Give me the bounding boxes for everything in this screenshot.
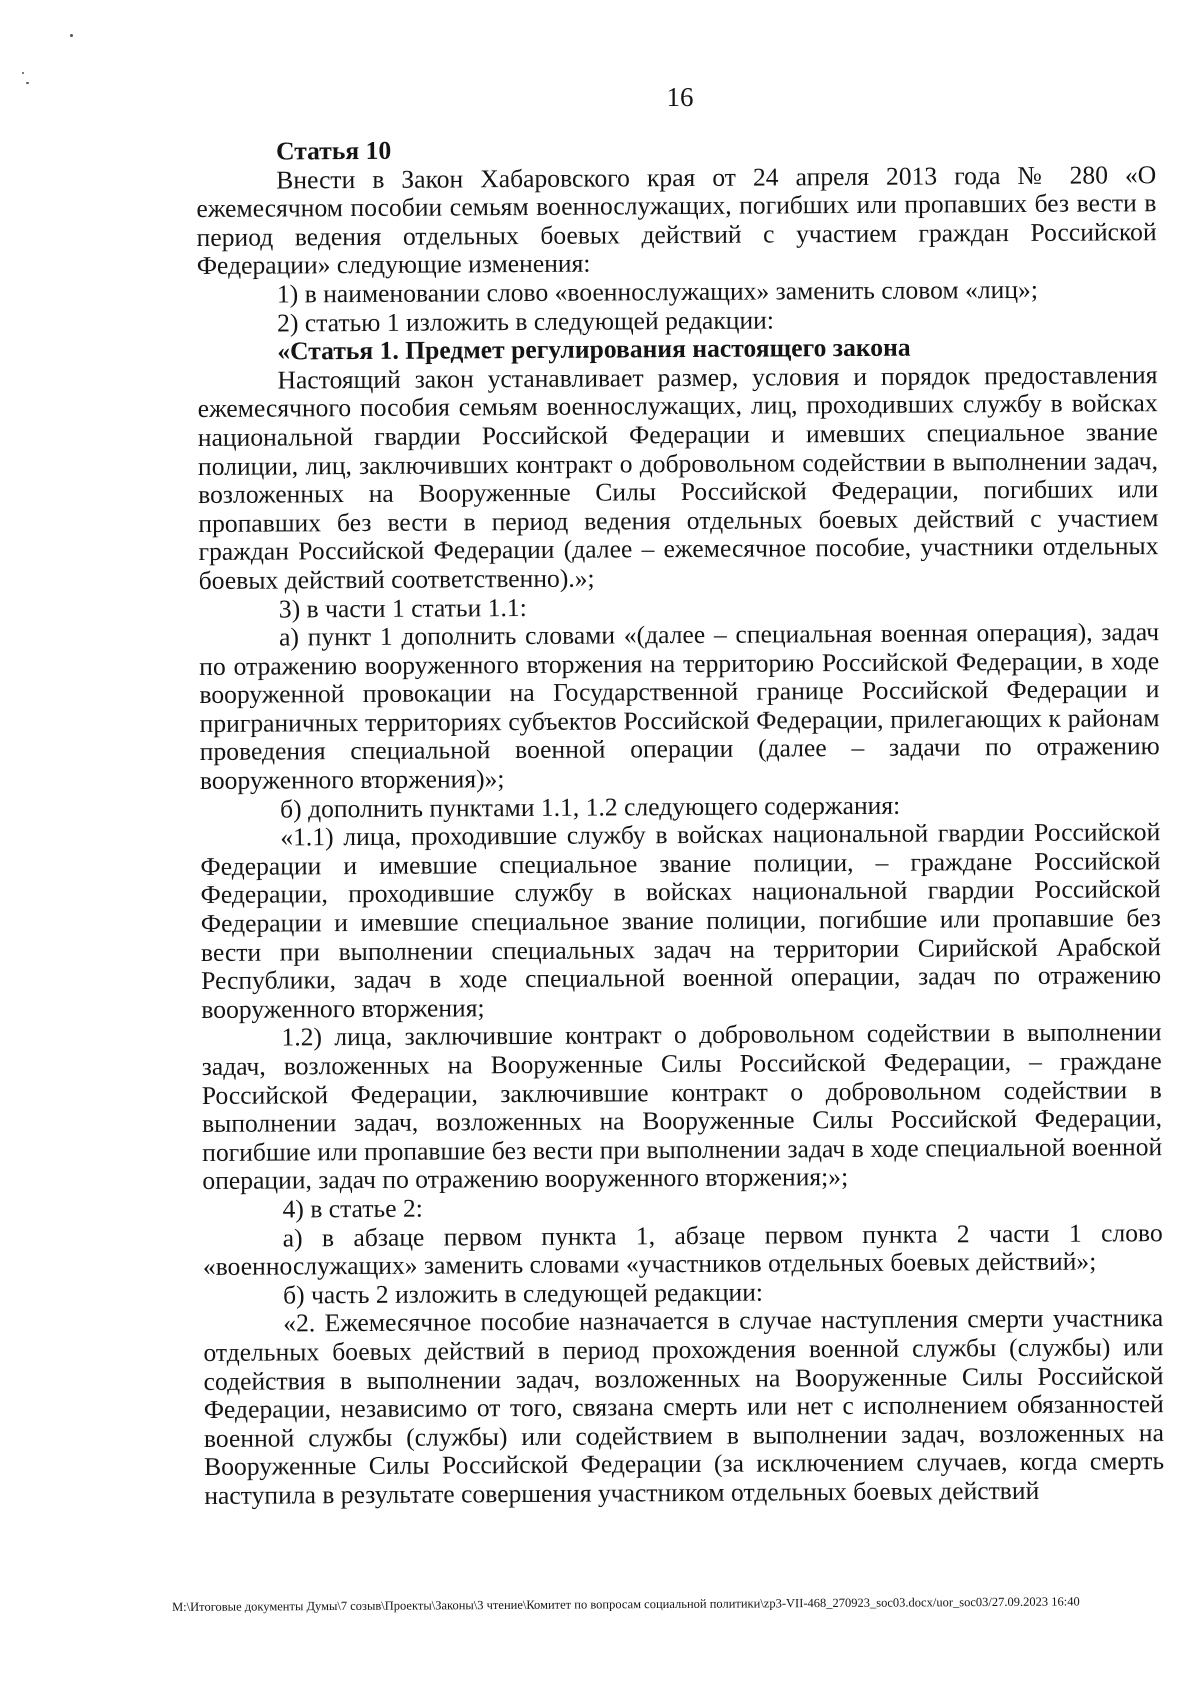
scan-speck bbox=[22, 72, 24, 74]
paragraph-point-1-2: 1.2) лица, заключившие контракт о добровольном содействии в выполнении задач, возложенных на Вооруженные Силы Российской Федерации, – граждане Российской Федерации, заключившие контракт о добровольном содействии в выполнении задач, возложенных на Вооруженные Силы Российской Федерации, погибшие или пропавшие без вести при выполнении задач в ходе специальной военной операции, задач по отражению вооруженного вторжения;»; bbox=[201, 1017, 1163, 1196]
article-title: Статья 10 bbox=[275, 135, 392, 166]
paragraph-item-4a: а) в абзаце первом пункта 1, абзаце первом пункта 2 части 1 слово «военнослужащих» заменить словами «участников отдельных боевых действий»; bbox=[202, 1217, 1163, 1282]
article-1-heading: «Статья 1. Предмет регулирования настоящего закона bbox=[277, 332, 911, 366]
paragraph-part-2: «2. Ежемесячное пособие назначается в случае наступления смерти участника отдельных боевых действий в период прохождения военной службы (службы) или содействия в выполнении задач, возложенных на Вооруженные Силы Российской Федерации, независимо от того, связана смерть или нет с исполнением обязанностей военной службы (службы) или содействием в выполнении задач, возложенных на Вооруженные Силы Российской Федерации (за исключением случаев, когда смерть наступила в результате совершения участником отдельных боевых действий bbox=[203, 1303, 1165, 1510]
paragraph-item-3: 3) в части 1 статьи 1.1: bbox=[278, 592, 527, 624]
paragraph-item-4: 4) в статье 2: bbox=[282, 1193, 423, 1224]
paragraph-item-1: 1) в наименовании слово «военнослужащих» заменить словом «лиц»; bbox=[276, 274, 1038, 309]
paragraph-item-2: 2) статью 1 изложить в следующей редакции: bbox=[277, 305, 775, 338]
page-number: 16 bbox=[666, 82, 694, 112]
paragraph-item-4b: б) часть 2 изложить в следующей редакции: bbox=[282, 1277, 764, 1310]
paragraph-point-1-1: «1.1) лица, проходившие службу в войсках национальной гвардии Российской Федерации и имевшие специальное звание полиции, – граждане Российской Федерации, проходившие службу в войсках национальной гвардии Российской Федерации и имевшие специальное звание полиции, погибшие или пропавшие без вести при выполнении специальных задач на территории Сирийской Арабской Республики, задач в ходе специальной военной операции, задач по отражению вооруженного вторжения; bbox=[200, 817, 1162, 1024]
file-path-footer: M:\Итоговые документы Думы\7 созыв\Проекты\Законы\3 чтение\Комитет по вопросам социальной политики\zp3-VII-468_270923_soc03.docx/uor_soc03/27.09.2023 16:40 bbox=[172, 1594, 1080, 1614]
paragraph-article-1-text: Настоящий закон устанавливает размер, условия и порядок предоставления ежемесячного пособия семьям военнослужащих, лиц, проходивших службу в войсках национальной гвардии Российской Федерации и имевших специальное звание полиции, лиц, заключивших контракт о добровольном содействии в выполнении задач, возложенных на Вооруженные Силы Российской Федерации, погибших или пропавших без вести в период ведения отдельных боевых действий с участием граждан Российской Федерации (далее – ежемесячное пособие, участники отдельных боевых действий соответственно).»; bbox=[197, 359, 1159, 595]
document-body bbox=[196, 132, 1164, 1510]
paragraph-item-3b: б) дополнить пунктами 1.1, 1.2 следующего содержания: bbox=[280, 790, 901, 824]
scan-speck bbox=[70, 34, 73, 37]
paragraph-item-3a: а) пункт 1 дополнить словами «(далее – специальная военная операция), задач по отражению вооруженного вторжения на территорию Российской Федерации, в ходе вооруженной провокации на Государственной границе Российской Федерации и приграничных территориях субъектов Российской Федерации, прилегающих к районам проведения специальной военной операции (далее – задачи по отражению вооруженного вторжения)»; bbox=[199, 617, 1160, 796]
paragraph-intro: Внести в Закон Хабаровского края от 24 апреля 2013 года № 280 «О ежемесячном пособии семьям военнослужащих, погибших или пропавших без вести в период ведения отдельных боевых действий с участием граждан Российской Федерации» следующие изменения: bbox=[196, 159, 1157, 281]
